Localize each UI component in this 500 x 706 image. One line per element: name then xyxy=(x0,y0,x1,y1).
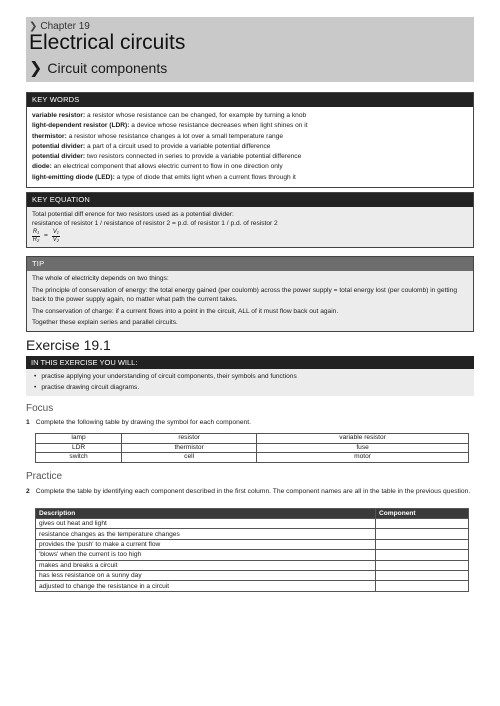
description-cell: resistance changes as the temperature changes xyxy=(36,529,376,539)
practice-heading: Practice xyxy=(26,471,63,482)
question-2 xyxy=(26,487,474,496)
table-row xyxy=(36,434,469,444)
table-row xyxy=(36,529,469,539)
v1-symbol: V₁ xyxy=(52,229,59,235)
table-row xyxy=(36,519,469,529)
exercise-objectives xyxy=(26,356,474,396)
objective-item: • practise applying your understanding of circuit components, their symbols and functions xyxy=(34,373,297,380)
tip-heading: TIP xyxy=(27,257,473,271)
chapter-number: Chapter 19 xyxy=(40,21,90,32)
component-cell[interactable] xyxy=(376,560,469,570)
table-cell: motor xyxy=(257,453,469,463)
key-word-definition: two resistors connected in series to provide a variable potential difference xyxy=(85,153,302,161)
description-cell: has less resistance on a sunny day xyxy=(36,570,376,580)
table-row xyxy=(36,570,469,580)
key-equation-body xyxy=(27,207,473,247)
subtitle-text: Circuit components xyxy=(47,60,168,76)
key-word-definition: a part of a circuit used to provide a variable potential difference xyxy=(85,142,271,150)
page-title: Electrical circuits xyxy=(29,31,186,54)
question-number: 2 xyxy=(26,488,30,495)
component-cell[interactable] xyxy=(376,581,469,591)
objectives-list xyxy=(26,369,474,396)
component-cell[interactable] xyxy=(376,539,469,549)
table-row xyxy=(36,453,469,463)
focus-heading: Focus xyxy=(26,403,54,414)
exercise-title: Exercise 19.1 xyxy=(26,337,111,353)
tip-body xyxy=(27,271,473,331)
key-word-term: light-emitting diode (LED): xyxy=(32,173,115,181)
table-row xyxy=(36,443,469,453)
description-cell: adjusted to change the resistance in a circuit xyxy=(36,581,376,591)
equation-formula xyxy=(32,229,468,243)
table-cell: thermistor xyxy=(122,443,257,453)
key-word-definition: an electrical component that allows electric current to flow in one direction only xyxy=(51,163,283,171)
key-word-definition: a resistor whose resistance can be changed, for example by turning a knob xyxy=(85,112,307,119)
bullet-icon: • xyxy=(34,384,37,391)
equation-intro: Total potential diff erence for two resistors used as a potential divider: xyxy=(32,211,234,218)
table-header-row xyxy=(36,509,469,519)
component-cell[interactable] xyxy=(376,529,469,539)
table-row xyxy=(36,581,469,591)
key-word-term: variable resistor: xyxy=(32,112,86,119)
key-word-item xyxy=(32,142,468,152)
chevron-right-icon: ❯ xyxy=(29,60,43,77)
table-cell: cell xyxy=(122,453,257,463)
section-subtitle xyxy=(29,58,474,78)
key-word-term: diode: xyxy=(32,163,52,171)
question-text: Complete the table by identifying each component described in the first column. The component names are all in the table in the previous question. xyxy=(35,488,471,495)
question-number: 1 xyxy=(26,419,30,426)
bullet-icon: • xyxy=(34,373,37,380)
key-words-box xyxy=(26,92,474,188)
tip-paragraph: The whole of electricity depends on two things: xyxy=(32,275,169,282)
chapter-header xyxy=(26,17,474,82)
key-words-list xyxy=(27,107,473,187)
key-word-item xyxy=(32,173,468,183)
table-row xyxy=(36,539,469,549)
key-word-definition: a resistor whose resistance changes a lot over a small temperature range xyxy=(66,132,284,140)
objective-item: • practise drawing circuit diagrams. xyxy=(34,384,140,391)
table-row xyxy=(36,550,469,560)
column-header-description: Description xyxy=(36,509,376,519)
chevron-right-icon: ❯ xyxy=(29,21,38,32)
description-cell: 'blows' when the current is too high xyxy=(36,550,376,560)
description-table xyxy=(35,508,469,592)
key-word-item xyxy=(32,121,468,131)
key-word-item xyxy=(32,132,468,142)
tip-paragraph: The principle of conservation of energy: the total energy gained (per coulomb) across the power supply = total energy lost (per coulomb) in getting back to the power supply again, no matter what path the current takes. xyxy=(32,286,457,303)
resistance-fraction xyxy=(32,229,40,243)
tip-box xyxy=(26,256,474,332)
equation-words: resistance of resistor 1 / resistance of resistor 2 = p.d. of resistor 1 / p.d. of resistor 2 xyxy=(32,219,278,227)
key-words-heading: KEY WORDS xyxy=(27,93,473,107)
table-cell: switch xyxy=(36,453,122,463)
r1-symbol: R₁ xyxy=(32,229,40,235)
r2-symbol: R₂ xyxy=(32,237,40,243)
column-header-component: Component xyxy=(376,509,469,519)
table-cell: lamp xyxy=(36,434,122,444)
key-word-term: potential divider: xyxy=(32,142,86,150)
description-cell: makes and breaks a circuit xyxy=(36,560,376,570)
key-equation-heading: KEY EQUATION xyxy=(27,193,473,207)
table-cell: variable resistor xyxy=(257,434,469,444)
description-cell: provides the 'push' to make a current flow xyxy=(36,539,376,549)
table-cell: LDR xyxy=(36,443,122,453)
symbols-table xyxy=(35,433,469,463)
voltage-fraction xyxy=(52,229,60,243)
equals-sign: = xyxy=(44,231,48,239)
key-word-item xyxy=(32,162,468,172)
key-word-definition: a device whose resistance decreases when light shines on it xyxy=(129,122,308,130)
tip-paragraph: The conservation of charge: if a current flows into a point in the circuit, ALL of it must flow back out again. xyxy=(32,307,339,315)
tip-paragraph: Together these explain series and parallel circuits. xyxy=(32,319,178,326)
component-cell[interactable] xyxy=(376,570,469,580)
key-equation-box xyxy=(26,192,474,248)
table-cell: resistor xyxy=(122,434,257,444)
component-cell[interactable] xyxy=(376,550,469,560)
table-cell: fuse xyxy=(257,443,469,453)
key-word-item xyxy=(32,111,468,121)
table-row xyxy=(36,560,469,570)
v2-symbol: V₂ xyxy=(52,237,59,243)
key-word-definition: a type of diode that emits light when a current flows through it xyxy=(114,173,296,181)
component-cell[interactable] xyxy=(376,519,469,529)
description-cell: gives out heat and light xyxy=(36,519,376,529)
key-word-item xyxy=(32,152,468,162)
key-word-term: thermistor: xyxy=(32,132,67,140)
objectives-heading: IN THIS EXERCISE YOU WILL: xyxy=(26,356,474,369)
question-1 xyxy=(26,418,474,427)
key-word-term: light-dependent resistor (LDR): xyxy=(32,122,130,130)
key-word-term: potential divider: xyxy=(32,153,86,161)
question-text: Complete the following table by drawing the symbol for each component. xyxy=(35,419,251,426)
